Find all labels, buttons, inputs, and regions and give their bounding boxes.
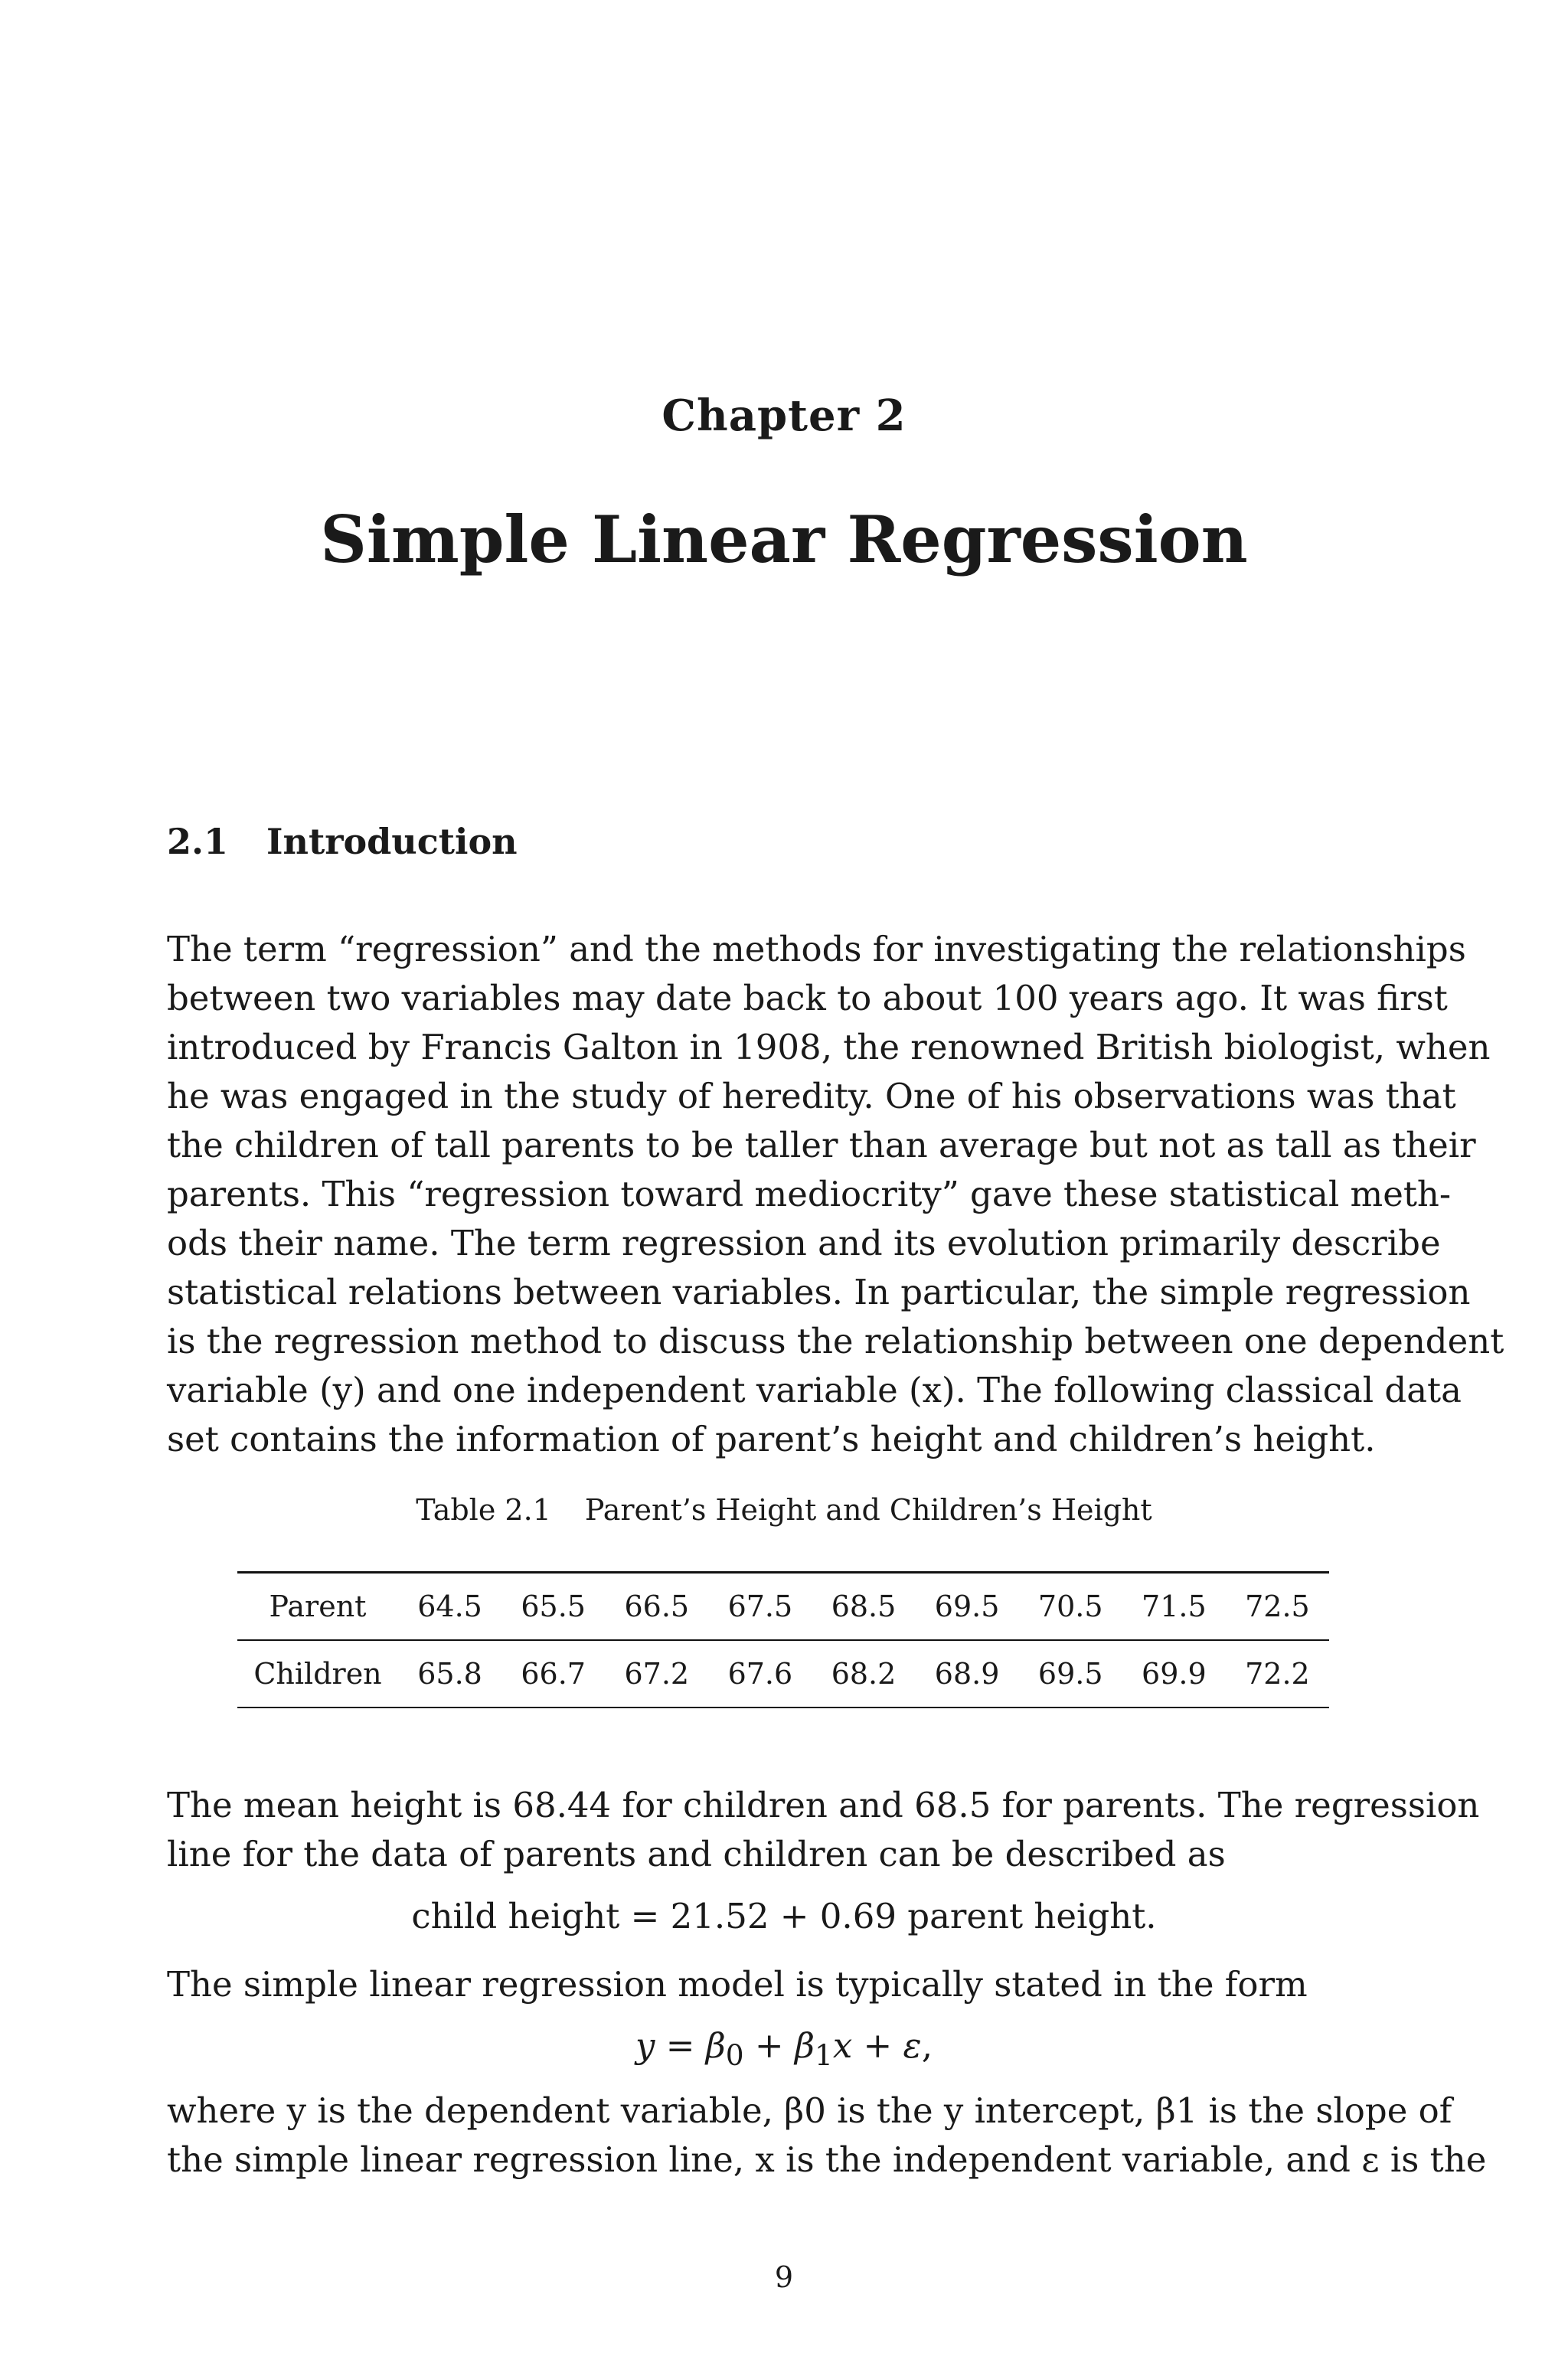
table-cell: 72.5 xyxy=(1245,1590,1310,1623)
table-row xyxy=(237,1573,1329,1641)
table-cell: 72.2 xyxy=(1245,1657,1310,1691)
table-cell: 65.8 xyxy=(417,1657,482,1691)
table-cell: 71.5 xyxy=(1142,1590,1207,1623)
table-cell: 69.9 xyxy=(1142,1657,1207,1691)
text-line: variable (y) and one independent variable (x). The following classical data xyxy=(167,1370,1462,1410)
regression-equation: child height = 21.52 + 0.69 parent height. xyxy=(411,1896,1157,1936)
text-line: he was engaged in the study of heredity. One of his observations was that xyxy=(167,1076,1456,1116)
text-line: the simple linear regression line, x is the independent variable, and ε is the xyxy=(167,2139,1487,2180)
table-cell: 68.2 xyxy=(831,1657,897,1691)
row-header: Parent xyxy=(269,1590,367,1623)
table-caption-title: Parent’s Height and Children’s Height xyxy=(584,1493,1152,1527)
text-line: parents. This “regression toward mediocrity” gave these statistical meth- xyxy=(167,1174,1452,1214)
text-line: between two variables may date back to about 100 years ago. It was first xyxy=(167,978,1448,1018)
text-line: set contains the information of parent’s height and children’s height. xyxy=(167,1419,1376,1459)
chapter-title: Simple Linear Regression xyxy=(320,502,1248,577)
text-line: line for the data of parents and children can be described as xyxy=(167,1834,1226,1874)
table-cell: 66.5 xyxy=(624,1590,690,1623)
row-header: Children xyxy=(253,1657,382,1691)
table-cell: 69.5 xyxy=(1037,1657,1103,1691)
text-line: The term “regression” and the methods for investigating the relationships xyxy=(167,929,1466,969)
table-cell: 68.5 xyxy=(831,1590,897,1623)
table-cell: 65.5 xyxy=(521,1590,586,1623)
page-number: 9 xyxy=(774,2260,794,2294)
chapter-label: Chapter 2 xyxy=(662,391,906,441)
text-line: The simple linear regression model is typically stated in the form xyxy=(167,1964,1308,2005)
section-number: 2.1 xyxy=(167,821,229,862)
model-equation: $y = \beta_0 + \beta_1x + \varepsilon$, xyxy=(635,2025,933,2072)
text-line: The mean height is 68.44 for children and 68.5 for parents. The regression xyxy=(167,1785,1480,1825)
text-line: is the regression method to discuss the relationship between one dependent xyxy=(167,1321,1504,1361)
table-caption-label: Table 2.1 xyxy=(416,1493,551,1527)
height-table xyxy=(237,1571,1329,1708)
table-cell: 64.5 xyxy=(417,1590,482,1623)
table-cell: 66.7 xyxy=(521,1657,586,1691)
text-line: ods their name. The term regression and its evolution primarily describe xyxy=(167,1223,1441,1263)
table-cell: 69.5 xyxy=(934,1590,1000,1623)
table-caption xyxy=(0,1493,1568,1527)
text-line: introduced by Francis Galton in 1908, the renowned British biologist, when xyxy=(167,1027,1491,1067)
table-cell: 70.5 xyxy=(1037,1590,1103,1623)
text-line: the children of tall parents to be taller than average but not as tall as their xyxy=(167,1125,1476,1165)
text-line: where y is the dependent variable, β0 is the y intercept, β1 is the slope of xyxy=(167,2090,1452,2131)
table-row xyxy=(237,1640,1329,1708)
table-cell: 67.2 xyxy=(624,1657,690,1691)
section-heading xyxy=(167,821,518,862)
table-cell: 68.9 xyxy=(934,1657,1000,1691)
text-line: statistical relations between variables. In particular, the simple regression xyxy=(167,1272,1471,1312)
table-cell: 67.5 xyxy=(727,1590,793,1623)
section-title: Introduction xyxy=(266,821,518,862)
table-cell: 67.6 xyxy=(727,1657,793,1691)
